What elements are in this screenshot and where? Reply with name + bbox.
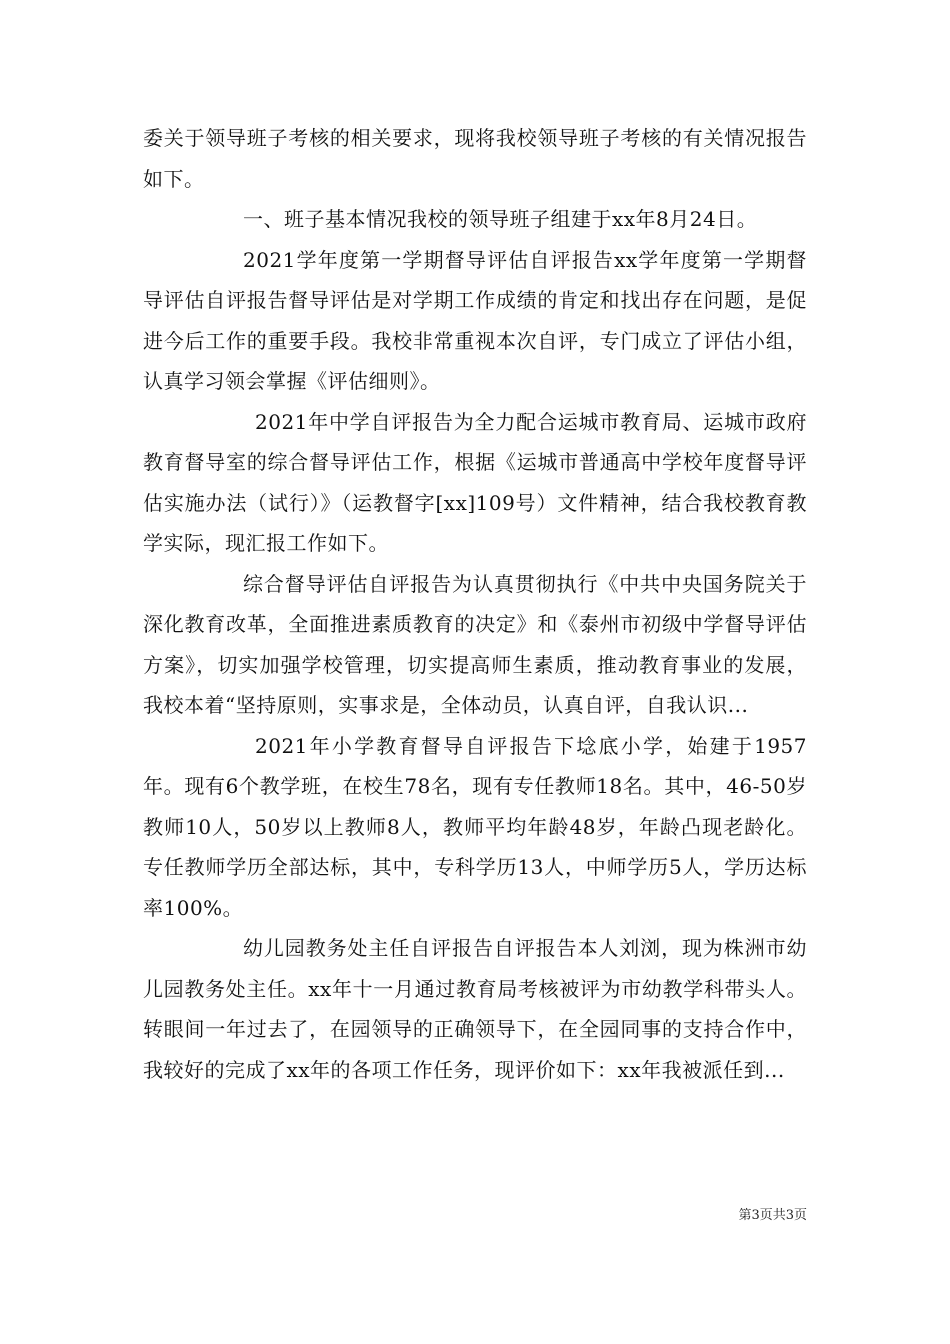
page-number-footer: 第3页共3页 [738, 1208, 807, 1223]
document-body [143, 118, 807, 1090]
paragraph-kindergarten-report: 幼儿园教务处主任自评报告自评报告本人刘浏，现为株洲市幼儿园教务处主任。xx年十一月通过教育局考核被评为市幼教学科带头人。转眼间一年过去了，在园领导的正确领导下，在全园同事的支持合作中，我较好的完成了xx年的各项工作任务，现评价如下：xx年我被派任到... [143, 936, 807, 1082]
paragraph-report-continuation: 委关于领导班子考核的相关要求，现将我校领导班子考核的有关情况报告如下。 [143, 126, 807, 191]
paragraph-comprehensive-supervision: 综合督导评估自评报告为认真贯彻执行《中共中央国务院关于深化教育改革，全面推进素质教育的决定》和《泰州市初级中学督导评估方案》，切实加强学校管理，切实提高师生素质，推动教育事业的发展，我校本着“坚持原则，实事求是，全体动员，认真自评，自我认识... [143, 571, 807, 717]
paragraph-team-basic-info: 一、班子基本情况我校的领导班子组建于xx年8月24日。 [243, 207, 758, 231]
paragraph-semester-self-assessment: 2021学年度第一学期督导评估自评报告xx学年度第一学期督导评估自评报告督导评估是对学期工作成绩的肯定和找出存在问题，是促进今后工作的重要手段。我校非常重视本次自评，专门成立了评估小组，认真学习领会掌握《评估细则》。 [143, 247, 807, 393]
paragraph-middle-school-report: 2021年中学自评报告为全力配合运城市教育局、运城市政府教育督导室的综合督导评估工作，根据《运城市普通高中学校年度督导评估实施办法（试行）》（运教督字[xx]109号）文件精神，结合我校教育教学实际，现汇报工作如下。 [143, 409, 807, 555]
paragraph-primary-school-report: 2021年小学教育督导自评报告下埝底小学，始建于1957年。现有6个教学班，在校生78名，现有专任教师18名。其中，46-50岁教师10人，50岁以上教师8人，教师平均年龄48岁，年龄凸现老龄化。专任教师学历全部达标，其中，专科学历13人，中师学历5人，学历达标率100%。 [143, 733, 807, 920]
